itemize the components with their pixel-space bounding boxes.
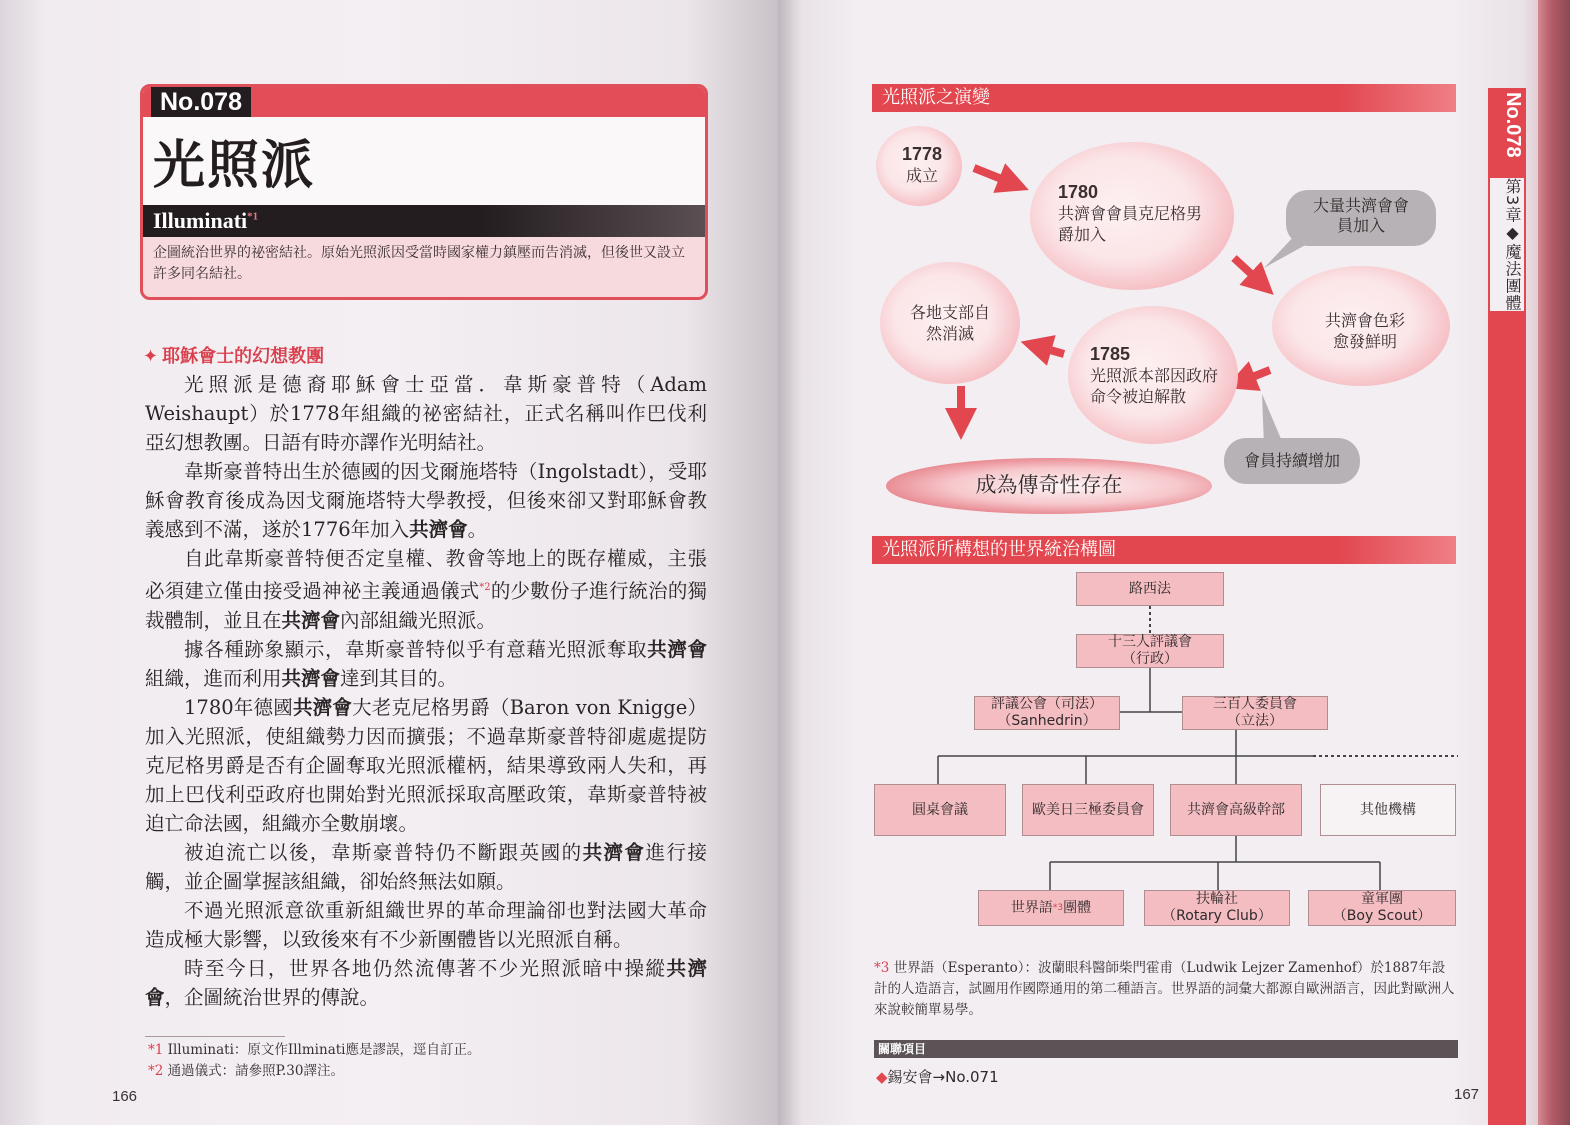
bold-term: 共濟會 bbox=[145, 956, 707, 1009]
bubble-label: 光照派本部因政府命令被迫解散 bbox=[1090, 366, 1219, 406]
note-many-members bbox=[1286, 190, 1436, 246]
bubble-label: 共濟會會員克尼格男爵加入 bbox=[1058, 204, 1203, 244]
text-run: 被迫流亡以後，韋斯豪普特仍不斷跟英國的 bbox=[184, 840, 583, 864]
arrow-color-to-1785 bbox=[1240, 370, 1270, 382]
text-run: 1780年德國 bbox=[184, 695, 293, 719]
node-other-orgs: 其他機構 bbox=[1320, 784, 1456, 836]
node-line: 世界語 bbox=[1010, 899, 1053, 916]
bold-term: 共濟會 bbox=[281, 666, 341, 690]
body-paragraph bbox=[145, 693, 707, 838]
bubble-1785 bbox=[1068, 306, 1238, 444]
outcome-oval: 成為傳奇性存在 bbox=[886, 458, 1212, 514]
text-run: ，企圖統治世界的傳說。 bbox=[164, 985, 380, 1009]
body-paragraph bbox=[145, 954, 707, 1012]
subtitle-en-text: Illuminati bbox=[153, 208, 248, 233]
entry-number: No.078 bbox=[151, 87, 251, 117]
body-paragraph bbox=[145, 544, 707, 635]
diamond-icon: ✦ bbox=[143, 346, 159, 367]
text-run: 光照派是德裔耶穌會士亞當．韋斯豪普特（Adam Weishaupt）於1778年組織的祕密結社，正式名稱叫作巴伐利亞幻想教團。日語有時亦譯作光明結社。 bbox=[145, 373, 707, 454]
node-council13 bbox=[1076, 634, 1224, 668]
subtitle-en bbox=[153, 208, 258, 234]
side-tab-chapter: 第3章◆魔法團體 bbox=[1490, 178, 1524, 311]
subtitle-note-mark: *1 bbox=[247, 210, 259, 223]
related-bar bbox=[874, 1040, 1458, 1058]
node-committee300 bbox=[1182, 696, 1328, 730]
node-line: （Rotary Club） bbox=[1162, 908, 1272, 924]
body-paragraph bbox=[145, 457, 707, 544]
footnotes bbox=[148, 1040, 480, 1082]
section-heading-text: 耶穌會士的幻想教團 bbox=[162, 346, 325, 367]
left-page bbox=[0, 0, 778, 1125]
node-sanhedrin bbox=[974, 696, 1120, 730]
diagram1-heading: 光照派之演變 bbox=[872, 84, 1456, 112]
footnote-1 bbox=[148, 1040, 480, 1061]
node-line: （立法） bbox=[1227, 713, 1283, 729]
node-line: （行政） bbox=[1122, 651, 1178, 667]
related-item-text: 錫安會→No.071 bbox=[887, 1068, 999, 1086]
note-mark: *2 bbox=[479, 582, 491, 593]
body-paragraph bbox=[145, 635, 707, 693]
bold-term: 共濟會 bbox=[647, 637, 707, 661]
node-esperanto bbox=[978, 890, 1124, 926]
node-line: （Boy Scout） bbox=[1332, 908, 1432, 924]
node-lucifer: 路西法 bbox=[1076, 572, 1224, 606]
node-boy-scout bbox=[1308, 890, 1456, 926]
text-run: 自此韋斯豪普特便否定皇權、教會等地上的既存權威，主張必須建立僅由接受過神祕主義通過儀式 bbox=[145, 547, 707, 603]
body-paragraph bbox=[145, 370, 707, 457]
footnote-text: 通過儀式：請參照P.30譯注。 bbox=[167, 1063, 344, 1079]
node-line: 三百人委員會 bbox=[1213, 696, 1297, 712]
body-paragraph bbox=[145, 838, 707, 896]
node-rotary bbox=[1144, 890, 1290, 926]
node-line: （Sanhedrin） bbox=[997, 713, 1097, 729]
footnote-2 bbox=[148, 1061, 480, 1082]
page-number-left: 166 bbox=[112, 1088, 138, 1105]
text-run: 組織，進而利用 bbox=[145, 666, 282, 690]
bold-term: 共濟會 bbox=[409, 518, 468, 541]
right-page bbox=[778, 0, 1570, 1125]
footnote-mark: *3 bbox=[874, 960, 890, 976]
node-round-table: 圓桌會議 bbox=[874, 784, 1006, 836]
related-heading: 關聯項目 bbox=[878, 1042, 927, 1056]
node-line: 扶輪社 bbox=[1196, 891, 1238, 907]
bubble-label: 共濟會色彩愈發鮮明 bbox=[1324, 311, 1405, 351]
node-masonic-exec: 共濟會高級幹部 bbox=[1170, 784, 1302, 836]
node-line: 十三人評議會 bbox=[1108, 634, 1192, 650]
bubble-label: 各地支部自然消滅 bbox=[910, 303, 991, 343]
note-members-increase: 會員持續增加 bbox=[1224, 438, 1360, 484]
footnote-3 bbox=[874, 958, 1458, 1021]
bubble-color bbox=[1272, 266, 1450, 386]
bubble-year: 1785 bbox=[1090, 344, 1131, 364]
node-line: 團體 bbox=[1063, 899, 1092, 916]
page-number-right: 167 bbox=[1454, 1086, 1480, 1103]
arrow-1780-to-color bbox=[1234, 258, 1262, 284]
related-item bbox=[876, 1066, 999, 1087]
text-run: 進行接觸，並企圖掌握該組織，卻始終無法如願。 bbox=[145, 840, 707, 893]
bubble-label: 成立 bbox=[905, 166, 938, 185]
node-line: 童軍團 bbox=[1361, 891, 1403, 907]
page-title: 光照派 bbox=[153, 136, 316, 196]
arrow-1778-to-1780 bbox=[974, 168, 1014, 184]
bubble-branch bbox=[880, 262, 1020, 384]
text-run: 時至今日，世界各地仍然流傳著不少光照派暗中操縱 bbox=[184, 956, 667, 980]
arrow-1785-to-branch bbox=[1036, 346, 1064, 354]
footnote-mark: *2 bbox=[148, 1063, 164, 1079]
text-run: 韋斯豪普特出生於德國的因戈爾施塔特（Ingolstadt），受耶穌會教育後成為因戈爾施塔特大學教授，但後來卻又對耶穌會教義感到不滿，遂於1776年加入 bbox=[145, 460, 707, 541]
text-run: 據各種跡象顯示，韋斯豪普特似乎有意藉光照派奪取 bbox=[184, 637, 648, 661]
bold-term: 共濟會 bbox=[582, 840, 646, 864]
diagram2-heading: 光照派所構想的世界統治構圖 bbox=[872, 536, 1456, 564]
footnote-divider bbox=[145, 1036, 285, 1037]
note-text: 大量共濟會會員加入 bbox=[1313, 196, 1410, 235]
entry-title-box bbox=[140, 84, 708, 300]
diamond-icon: ◆ bbox=[876, 1068, 888, 1086]
node-trilateral: 歐美日三極委員會 bbox=[1022, 784, 1154, 836]
footnote-text: Illuminati：原文作Illminati應是謬誤，逕自訂正。 bbox=[167, 1042, 481, 1058]
bold-term: 共濟會 bbox=[292, 695, 353, 719]
bubble-1780 bbox=[1030, 142, 1234, 290]
entry-summary: 企圖統治世界的祕密結社。原始光照派因受當時國家權力鎮壓而告消滅，但後世又設立許多同名結社。 bbox=[153, 245, 685, 282]
bold-term: 共濟會 bbox=[281, 608, 341, 632]
page-edge bbox=[1538, 0, 1570, 1125]
footnote-text: 世界語（Esperanto）：波蘭眼科醫師柴門霍甫（Ludwik Lejzer Zamenhof）於1887年設計的人造語言，試圖用作國際通用的第二種語言。世界語的詞彙大都源自歐洲語言，因此對歐洲人來說較簡單易學。 bbox=[874, 960, 1455, 1018]
text-run: 不過光照派意欲重新組織世界的革命理論卻也對法國大革命造成極大影響，以致後來有不少新團體皆以光照派自稱。 bbox=[145, 898, 707, 951]
text-run: 的少數份子進行統治的獨裁體制，並且在 bbox=[145, 579, 707, 632]
text-run: 。 bbox=[467, 518, 488, 541]
text-run: 達到其目的。 bbox=[340, 666, 458, 690]
bubble-year: 1780 bbox=[1058, 182, 1099, 202]
bubble-1778 bbox=[876, 126, 962, 206]
body-text bbox=[145, 370, 707, 1012]
text-run: 大老克尼格男爵（Baron von Knigge）加入光照派，使組織勢力因而擴張；不過韋斯豪普特卻處處提防克尼格男爵是否有企圖奪取光照派權柄，結果導致兩人失和，再加上巴伐利亞政府也開始對光照派採取高壓政策，韋斯豪普特被迫亡命法國，組織亦全數崩壞。 bbox=[145, 695, 707, 835]
side-tab-number: No.078 bbox=[1502, 92, 1524, 158]
bubble-year: 1778 bbox=[901, 144, 943, 164]
footnote-mark: *1 bbox=[148, 1042, 164, 1058]
node-line: 評議公會（司法） bbox=[991, 696, 1103, 712]
note-mark: *3 bbox=[1052, 902, 1064, 913]
body-paragraph bbox=[145, 896, 707, 954]
text-run: 內部組織光照派。 bbox=[340, 608, 497, 632]
section-heading bbox=[143, 342, 324, 368]
